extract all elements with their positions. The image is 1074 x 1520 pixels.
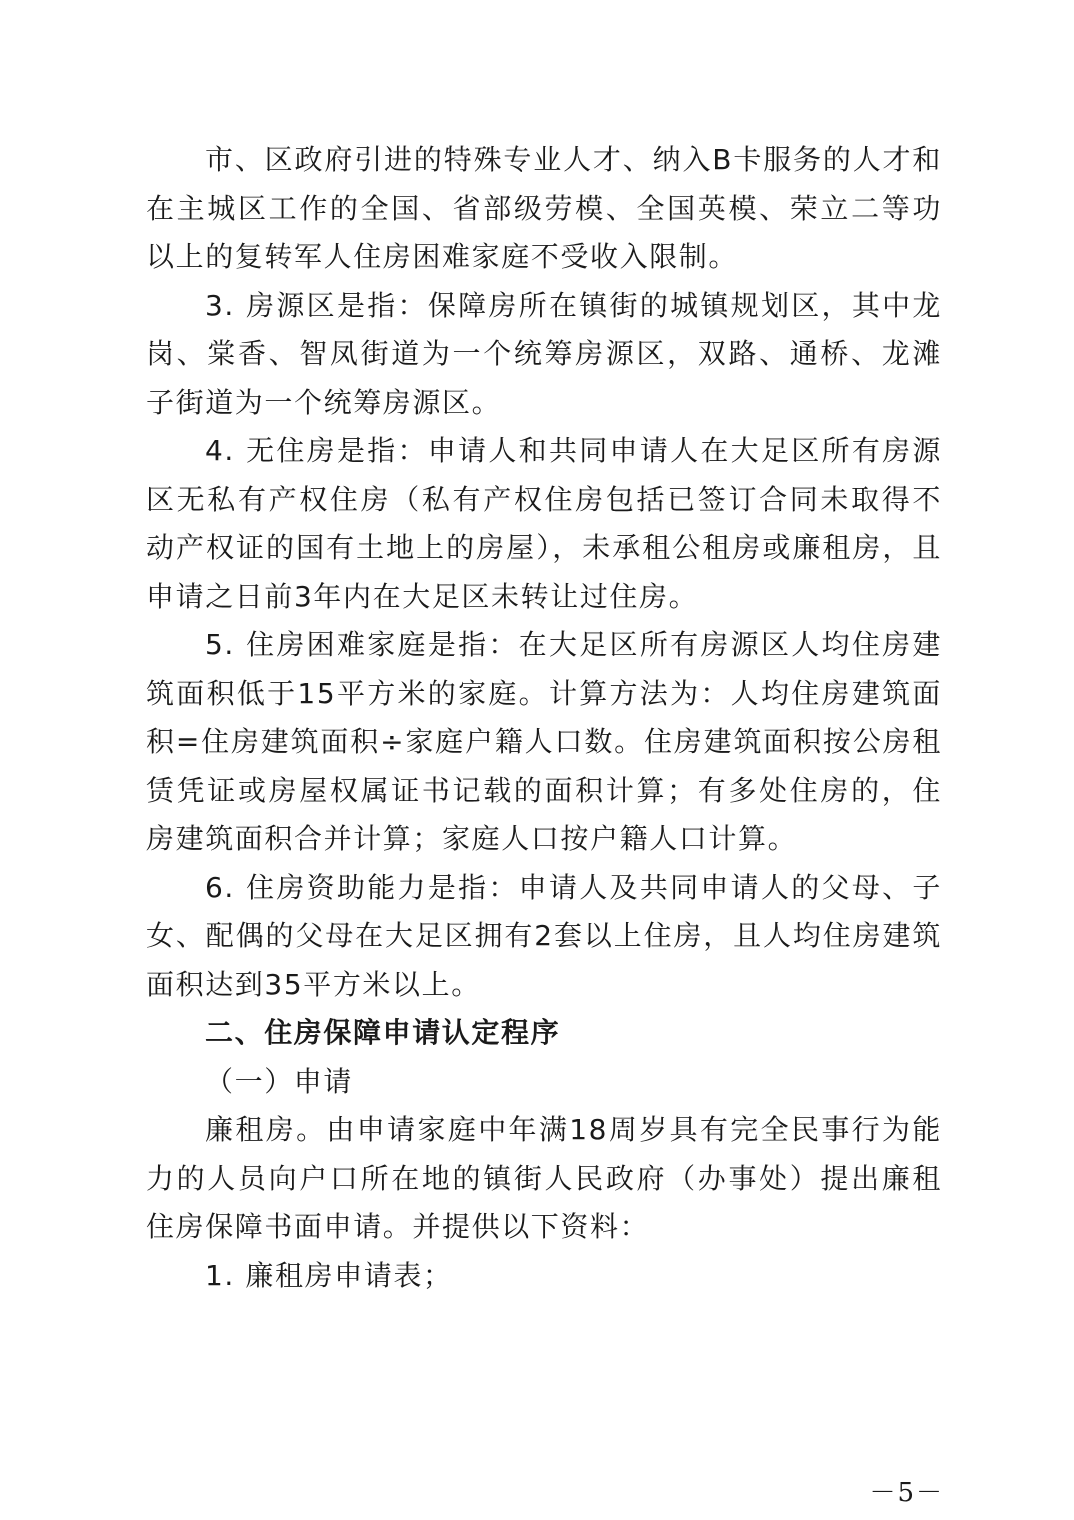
paragraph-housing-source-area: 3. 房源区是指：保障房所在镇街的城镇规划区，其中龙岗、棠香、智凤街道为一个统筹房源区，双路、通桥、龙滩子街道为一个统筹房源区。 (146, 288, 942, 419)
paragraph-housing-assistance-capacity: 6. 住房资助能力是指：申请人及共同申请人的父母、子女、配偶的父母在大足区拥有2套以上住房，且人均住房建筑面积达到35平方米以上。 (146, 870, 942, 1001)
document-body (146, 136, 942, 1300)
paragraph-income-exemption: 市、区政府引进的特殊专业人才、纳入B卡服务的人才和在主城区工作的全国、省部级劳模、全国英模、荣立二等功以上的复转军人住房困难家庭不受收入限制。 (146, 143, 942, 273)
paragraph-low-rent-housing: 廉租房。由申请家庭中年满18周岁具有完全民事行为能力的人员向户口所在地的镇街人民政府（办事处）提出廉租住房保障书面申请。并提供以下资料： (146, 1113, 942, 1243)
paragraph-housing-difficulty-definition: 5. 住房困难家庭是指：在大足区所有房源区人均住房建筑面积低于15平方米的家庭。计算方法为：人均住房建筑面积=住房建筑面积÷家庭户籍人口数。住房建筑面积按公房租赁凭证或房屋权属证书记载的面积计算；有多处住房的，住房建筑面积合并计算；家庭人口按户籍人口计算。 (146, 628, 942, 855)
page-number: －5－ (869, 1478, 944, 1508)
section-heading: 二、住房保障申请认定程序 (205, 1016, 561, 1049)
list-item-application-form: 1. 廉租房申请表； (205, 1258, 453, 1292)
paragraph-no-housing-definition: 4. 无住房是指：申请人和共同申请人在大足区所有房源区无私有产权住房（私有产权住房包括已签订合同未取得不动产权证的国有土地上的房屋），未承租公租房或廉租房，且申请之日前3年内在大足区未转让过住房。 (146, 434, 942, 613)
subsection-heading: （一）申请 (205, 1064, 354, 1098)
